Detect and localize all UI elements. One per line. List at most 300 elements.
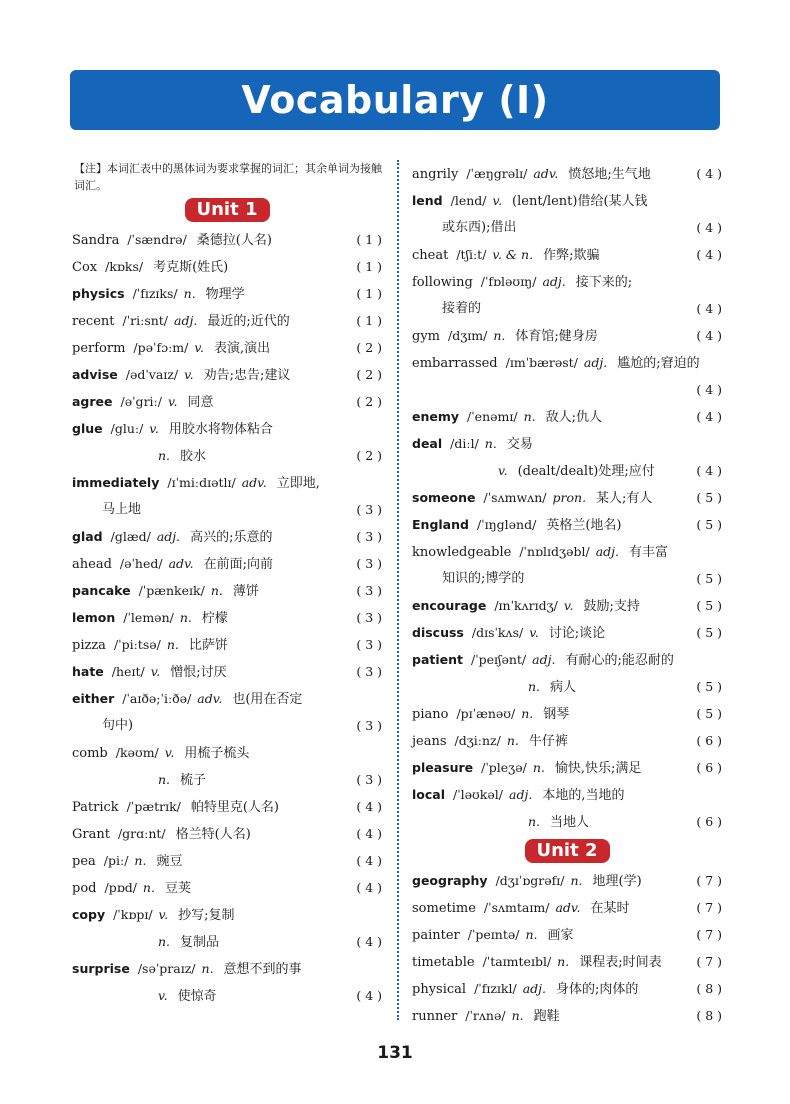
vocab-entry	[412, 457, 722, 484]
meaning: 表演,演出	[213, 341, 271, 356]
headword: pleasure	[412, 760, 474, 775]
headword: advise	[72, 367, 118, 382]
part-of-speech: n.	[570, 873, 583, 888]
page-ref: ( 4 )	[696, 166, 722, 181]
page-ref: ( 3 )	[356, 583, 382, 598]
meaning: 牛仔裤	[528, 734, 568, 749]
part-of-speech: v.	[158, 988, 168, 1003]
headword: glad	[72, 529, 103, 544]
meaning: 有丰富	[629, 545, 669, 560]
headword: local	[412, 787, 446, 802]
page-ref: ( 4 )	[696, 220, 722, 235]
page-ref: ( 1 )	[356, 259, 382, 274]
headword: runner	[412, 1009, 458, 1024]
phonetic: /ˈpiːtsə/	[113, 637, 161, 652]
title-banner	[70, 70, 720, 130]
headword: England	[412, 517, 469, 532]
part-of-speech: v.	[492, 193, 503, 208]
phonetic: /ˈtaɪmteɪbl/	[482, 954, 552, 969]
page-ref: ( 3 )	[356, 637, 382, 652]
phonetic: /pəˈfɔːm/	[133, 340, 189, 355]
part-of-speech: n.	[557, 954, 570, 969]
page-ref: ( 5 )	[696, 517, 722, 532]
vocab-entry	[72, 685, 382, 712]
phonetic: /dɪsˈkʌs/	[471, 625, 524, 640]
part-of-speech: adv.	[168, 556, 194, 571]
part-of-speech: v.	[149, 421, 159, 436]
part-of-speech: v.	[164, 745, 175, 760]
meaning: 当地人	[550, 815, 590, 830]
meaning: 桑德拉(人名)	[196, 233, 272, 248]
phonetic: /ˈsændrə/	[127, 232, 187, 247]
page-ref: ( 4 )	[696, 247, 722, 262]
phonetic: /ˈɪŋglənd/	[476, 517, 537, 532]
phonetic: /tʃiːt/	[456, 247, 487, 262]
page-ref: ( 8 )	[696, 1008, 722, 1023]
headword: either	[72, 691, 115, 706]
page-ref: ( 4 )	[356, 853, 382, 868]
vocab-entry	[412, 484, 722, 511]
part-of-speech: n.	[142, 880, 155, 895]
page-ref: ( 3 )	[356, 556, 382, 571]
meaning: 用胶水将物体粘合	[168, 422, 273, 437]
part-of-speech: adj.	[595, 544, 620, 559]
vocab-entry	[72, 334, 382, 361]
page-ref: ( 1 )	[356, 313, 382, 328]
page-ref: ( 3 )	[356, 610, 382, 625]
phonetic: /dʒɪm/	[448, 328, 488, 343]
vocab-entry	[412, 565, 722, 592]
page-ref: ( 5 )	[696, 598, 722, 613]
meaning-continued: 句中)	[102, 718, 134, 733]
meaning: 本地的,当地的	[542, 788, 625, 803]
vocab-entry	[72, 982, 382, 1009]
phonetic: /ˈpænkeɪk/	[138, 583, 205, 598]
headword: knowledgeable	[412, 545, 512, 560]
page-ref: ( 4 )	[356, 826, 382, 841]
meaning: 同意	[187, 395, 214, 410]
headword: pod	[72, 881, 97, 896]
vocab-entry	[412, 727, 722, 754]
part-of-speech: n.	[134, 853, 147, 868]
page-ref: ( 2 )	[356, 340, 382, 355]
vocab-entry	[412, 700, 722, 727]
meaning: 讨论;谈论	[548, 626, 606, 641]
vocab-entry	[72, 739, 382, 766]
phonetic: /kɒks/	[105, 259, 144, 274]
page-ref: ( 6 )	[696, 760, 722, 775]
right-column	[412, 160, 722, 1029]
headword: perform	[72, 341, 126, 356]
meaning: 跑鞋	[533, 1009, 560, 1024]
vocab-entry	[72, 847, 382, 874]
phonetic: /lend/	[450, 193, 487, 208]
meaning: 病人	[550, 680, 577, 695]
vocab-entry	[412, 160, 722, 187]
vocab-entry	[412, 1002, 722, 1029]
phonetic: /heɪt/	[111, 664, 145, 679]
headword: timetable	[412, 955, 475, 970]
meaning: 立即地,	[276, 476, 320, 491]
headword: gym	[412, 329, 440, 344]
unit-2-badge: Unit 2	[525, 839, 610, 863]
vocab-entry	[72, 388, 382, 415]
page-ref: ( 5 )	[696, 625, 722, 640]
vocab-entry	[412, 322, 722, 349]
phonetic: /ˈfɒləʊɪŋ/	[480, 274, 537, 289]
part-of-speech: n.	[532, 760, 545, 775]
meaning: 比萨饼	[188, 638, 228, 653]
meaning: 课程表;时间表	[579, 955, 662, 970]
part-of-speech: n.	[511, 1008, 524, 1023]
headword: pancake	[72, 583, 131, 598]
vocab-entry	[72, 658, 382, 685]
part-of-speech: n.	[523, 409, 536, 424]
phonetic: /əˈgriː/	[120, 394, 162, 409]
headword: Sandra	[72, 233, 120, 248]
part-of-speech: n.	[506, 733, 519, 748]
page-ref: ( 7 )	[696, 900, 722, 915]
part-of-speech: v.	[150, 664, 161, 679]
headword: recent	[72, 314, 115, 329]
part-of-speech: n.	[158, 934, 171, 949]
phonetic: /ˈnɒlɪdʒəbl/	[519, 544, 590, 559]
headword: cheat	[412, 248, 449, 263]
meaning: 作弊;欺骗	[543, 248, 600, 263]
headword: surprise	[72, 961, 130, 976]
meaning: 最近的;近代的	[207, 314, 290, 329]
meaning: 抄写;复制	[178, 908, 235, 923]
headword: embarrassed	[412, 356, 498, 371]
headword: copy	[72, 907, 106, 922]
meaning: 豌豆	[156, 854, 183, 869]
page-title: Vocabulary (Ⅰ)	[241, 78, 549, 122]
page-ref: ( 4 )	[696, 409, 722, 424]
vocab-list	[412, 867, 722, 1029]
phonetic: /dʒɪˈɒgrəfɪ/	[495, 873, 565, 888]
meaning: 交易	[506, 437, 533, 452]
meaning: 劝告;忠告;建议	[203, 368, 291, 383]
page-number: 131	[377, 1043, 413, 1063]
phonetic: /ˈpleʒə/	[481, 760, 527, 775]
vocab-entry	[72, 793, 382, 820]
meaning: 憎恨;讨厌	[170, 665, 227, 680]
page-ref: ( 7 )	[696, 954, 722, 969]
part-of-speech: v. & n.	[492, 247, 534, 262]
meaning-continued: 或东西);借出	[442, 220, 517, 235]
part-of-speech: n.	[493, 328, 506, 343]
part-of-speech: adj.	[583, 355, 608, 370]
phonetic: /ˈriːsnt/	[122, 313, 169, 328]
headword: physics	[72, 286, 125, 301]
vocab-entry	[72, 901, 382, 928]
vocab-entry	[72, 766, 382, 793]
vocab-entry	[72, 253, 382, 280]
page-ref: ( 3 )	[356, 664, 382, 679]
meaning: (dealt/dealt)处理;应付	[517, 464, 655, 479]
phonetic: /ədˈvaɪz/	[125, 367, 179, 382]
part-of-speech: n.	[158, 772, 171, 787]
phonetic: /ˈaɪðə;ˈiːðə/	[122, 691, 192, 706]
vocab-entry	[72, 226, 382, 253]
meaning: 胶水	[180, 449, 207, 464]
part-of-speech: v.	[158, 907, 169, 922]
meaning: 有耐心的;能忍耐的	[565, 653, 674, 668]
vocab-entry	[72, 577, 382, 604]
phonetic: /ˈpeɪʃənt/	[471, 652, 527, 667]
page-ref: ( 5 )	[696, 490, 722, 505]
vocab-entry	[412, 511, 722, 538]
meaning: 画家	[547, 928, 574, 943]
meaning: 复制品	[180, 935, 220, 950]
meaning: 物理学	[205, 287, 245, 302]
part-of-speech: pron.	[552, 490, 587, 505]
part-of-speech: adv.	[533, 166, 559, 181]
headword: lemon	[72, 610, 116, 625]
vocab-entry	[72, 928, 382, 955]
page-ref: ( 1 )	[356, 286, 382, 301]
headword: enemy	[412, 409, 460, 424]
phonetic: /ˈkɒpɪ/	[113, 907, 153, 922]
phonetic: /kəʊm/	[115, 745, 159, 760]
vocab-entry	[412, 349, 722, 376]
vocab-entry	[72, 415, 382, 442]
left-column	[72, 160, 382, 1009]
phonetic: /ɪnˈkʌrɪdʒ/	[494, 598, 558, 613]
headword: sometime	[412, 901, 476, 916]
phonetic: /gluː/	[110, 421, 144, 436]
page-ref: ( 2 )	[356, 394, 382, 409]
part-of-speech: adv.	[555, 900, 581, 915]
vocab-entry	[72, 361, 382, 388]
column-divider	[397, 160, 399, 1020]
page-ref: ( 8 )	[696, 981, 722, 996]
part-of-speech: adj.	[542, 274, 566, 289]
page-ref: ( 4 )	[356, 988, 382, 1003]
phonetic: /ˈrʌnə/	[465, 1008, 506, 1023]
meaning: 意想不到的事	[223, 962, 302, 977]
vocab-entry	[412, 754, 722, 781]
part-of-speech: v.	[184, 367, 194, 382]
page-ref: ( 5 )	[696, 679, 722, 694]
phonetic: /ˈləʊkəl/	[453, 787, 503, 802]
phonetic: /glæd/	[110, 529, 151, 544]
vocab-entry	[72, 442, 382, 469]
vocab-entry	[412, 673, 722, 700]
vocab-entry	[412, 403, 722, 430]
meaning: 帕特里克(人名)	[190, 800, 280, 815]
headword: lend	[412, 193, 443, 208]
part-of-speech: v.	[529, 625, 539, 640]
meaning: 豆荚	[164, 881, 191, 896]
phonetic: /ˈfɪzɪks/	[132, 286, 178, 301]
part-of-speech: adj.	[174, 313, 198, 328]
page-ref: ( 3 )	[356, 502, 382, 517]
page-ref: ( 3 )	[356, 772, 382, 787]
phonetic: /səˈpraɪz/	[137, 961, 196, 976]
meaning: 在前面;向前	[203, 557, 274, 572]
vocab-entry	[412, 975, 722, 1002]
page-ref: ( 6 )	[696, 814, 722, 829]
vocab-entry	[72, 712, 382, 739]
phonetic: /ˈsʌmwʌn/	[483, 490, 547, 505]
vocab-entry	[412, 241, 722, 268]
page-ref: ( 4 )	[356, 799, 382, 814]
part-of-speech: n.	[201, 961, 214, 976]
headword: jeans	[412, 734, 447, 749]
phonetic: /pɪˈænəʊ/	[456, 706, 516, 721]
headword: immediately	[72, 475, 160, 490]
part-of-speech: adj.	[532, 652, 556, 667]
vocab-entry	[412, 808, 722, 835]
vocab-entry	[412, 619, 722, 646]
vocab-entry	[72, 604, 382, 631]
part-of-speech: n.	[484, 436, 497, 451]
vocab-entry	[72, 631, 382, 658]
page-ref: ( 1 )	[356, 232, 382, 247]
vocab-entry	[412, 268, 722, 295]
part-of-speech: n.	[210, 583, 223, 598]
page-ref: ( 4 )	[696, 382, 722, 397]
headword: pea	[72, 854, 96, 869]
note-line: 词汇。	[74, 179, 107, 192]
meaning: 鼓励;支持	[583, 599, 640, 614]
part-of-speech: v.	[498, 463, 508, 478]
part-of-speech: adj.	[509, 787, 533, 802]
vocab-entry	[412, 894, 722, 921]
vocab-entry	[72, 307, 382, 334]
headword: pizza	[72, 638, 106, 653]
vocab-entry	[412, 430, 722, 457]
meaning: 愉快,快乐;满足	[554, 761, 642, 776]
meaning: 地理(学)	[592, 874, 642, 889]
headword: glue	[72, 421, 103, 436]
vocab-entry	[72, 874, 382, 901]
page-ref: ( 2 )	[356, 448, 382, 463]
headword: piano	[412, 707, 449, 722]
vocab-entry	[412, 948, 722, 975]
headword: geography	[412, 873, 488, 888]
meaning: 体育馆;健身房	[515, 329, 598, 344]
note-line: 【注】本词汇表中的黑体词为要求掌握的词汇；其余单词为接触	[74, 162, 382, 175]
meaning: 某人;有人	[596, 491, 653, 506]
phonetic: /ɪˈmiːdɪətlɪ/	[167, 475, 236, 490]
vocab-entry	[412, 376, 722, 403]
part-of-speech: adj.	[156, 529, 181, 544]
meaning: 英格兰(地名)	[546, 518, 622, 533]
vocab-entry	[412, 295, 722, 322]
meaning: 敌人;仇人	[545, 410, 603, 425]
meaning: 愤怒地;生气地	[568, 167, 651, 182]
meaning: 梳子	[180, 773, 207, 788]
vocab-entry	[412, 867, 722, 894]
part-of-speech: n.	[521, 706, 534, 721]
headword: Grant	[72, 827, 110, 842]
meaning: 柠檬	[201, 611, 228, 626]
part-of-speech: adv.	[241, 475, 267, 490]
meaning: 在某时	[590, 901, 630, 916]
vocab-entry	[72, 280, 382, 307]
headword: ahead	[72, 557, 112, 572]
part-of-speech: adv.	[197, 691, 223, 706]
headword: following	[412, 275, 473, 290]
meaning: 使惊奇	[177, 989, 217, 1004]
phonetic: /pɒd/	[104, 880, 137, 895]
headword: encourage	[412, 598, 487, 613]
headword: Patrick	[72, 800, 119, 815]
part-of-speech: n.	[528, 814, 541, 829]
page-ref: ( 6 )	[696, 733, 722, 748]
meaning: 接下来的;	[575, 275, 633, 290]
vocab-entry	[412, 646, 722, 673]
vocab-list	[72, 226, 382, 1009]
vocab-entry	[72, 550, 382, 577]
meaning: 也(用在否定	[232, 692, 303, 707]
meaning-continued: 接着的	[442, 301, 482, 316]
meaning: 格兰特(人名)	[175, 827, 251, 842]
phonetic: /ˈpætrɪk/	[126, 799, 181, 814]
headword: comb	[72, 746, 108, 761]
headword: physical	[412, 982, 467, 997]
phonetic: /ˈæŋgrəlɪ/	[466, 166, 528, 181]
page-ref: ( 3 )	[356, 529, 382, 544]
vocab-entry	[412, 187, 722, 214]
meaning: 高兴的;乐意的	[190, 530, 273, 545]
page-ref: ( 4 )	[696, 328, 722, 343]
headword: patient	[412, 652, 463, 667]
vocab-entry	[72, 496, 382, 523]
part-of-speech: n.	[179, 610, 192, 625]
meaning: (lent/lent)借给(某人钱	[512, 194, 648, 209]
vocab-entry	[412, 781, 722, 808]
meaning: 考克斯(姓氏)	[153, 260, 229, 275]
vocab-list	[412, 160, 722, 835]
vocab-entry	[412, 592, 722, 619]
meaning: 钢琴	[543, 707, 570, 722]
headword: hate	[72, 664, 104, 679]
meaning: 身体的;肉体的	[556, 982, 639, 997]
note	[72, 160, 382, 194]
phonetic: /əˈhed/	[119, 556, 163, 571]
phonetic: /ˈsʌmtaɪm/	[483, 900, 550, 915]
vocab-entry	[72, 955, 382, 982]
part-of-speech: n.	[166, 637, 179, 652]
unit-1-badge: Unit 1	[185, 198, 270, 222]
vocab-entry	[72, 523, 382, 550]
part-of-speech: v.	[563, 598, 574, 613]
headword: painter	[412, 928, 460, 943]
vocab-entry	[412, 214, 722, 241]
phonetic: /grɑːnt/	[117, 826, 166, 841]
page-ref: ( 4 )	[356, 934, 382, 949]
part-of-speech: n.	[158, 448, 171, 463]
page-ref: ( 2 )	[356, 367, 382, 382]
headword: Cox	[72, 260, 98, 275]
page-ref: ( 7 )	[696, 927, 722, 942]
vocab-entry	[72, 820, 382, 847]
part-of-speech: n.	[525, 927, 538, 942]
vocab-entry	[412, 538, 722, 565]
phonetic: /ˈpeɪntə/	[467, 927, 520, 942]
part-of-speech: n.	[528, 679, 541, 694]
page-ref: ( 5 )	[696, 571, 722, 586]
page-ref: ( 5 )	[696, 706, 722, 721]
phonetic: /piː/	[103, 853, 129, 868]
part-of-speech: n.	[183, 286, 196, 301]
phonetic: /ˈlemən/	[123, 610, 174, 625]
page-ref: ( 4 )	[696, 463, 722, 478]
vocab-entry	[412, 921, 722, 948]
